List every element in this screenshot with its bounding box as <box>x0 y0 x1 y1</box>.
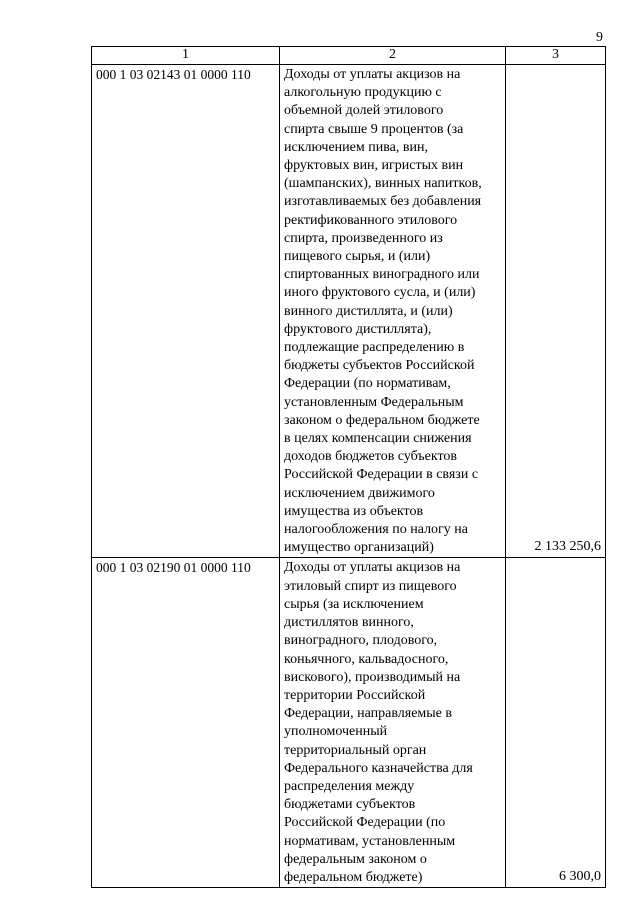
page-number: 9 <box>596 30 603 45</box>
table-header-row <box>92 47 606 65</box>
description-line: спирта свыше 9 процентов (за <box>284 121 464 137</box>
description-line: подлежащие распределению в <box>284 340 465 356</box>
description-line: (шампанских), винных напитков, <box>284 176 482 192</box>
description-line: дистиллятов винного, <box>284 615 414 631</box>
description-line: Федерации (по нормативам, <box>284 376 451 392</box>
description-line: ректификованного этилового <box>284 212 458 228</box>
description-line: виноградного, плодового, <box>284 633 438 649</box>
revenue-amount: 2 133 250,6 <box>506 65 606 558</box>
description-line: сырья (за исключением <box>284 596 424 612</box>
table-row <box>92 65 606 558</box>
description-line: этиловый спирт из пищевого <box>284 578 457 594</box>
table-row <box>92 558 606 888</box>
description-line: исключением пива, вин, <box>284 139 428 155</box>
revenue-code: 000 1 03 02190 01 0000 110 <box>92 558 280 888</box>
description-line: распределения между <box>284 778 415 794</box>
revenue-amount: 6 300,0 <box>506 558 606 888</box>
description-line: Федерального казначейства для <box>284 760 473 776</box>
description-line: бюджеты субъектов Российской <box>284 358 475 374</box>
description-line: установленным Федеральным <box>284 394 464 410</box>
description-line: бюджетами субъектов <box>284 797 416 813</box>
description-line: алкогольную продукцию с <box>284 85 442 101</box>
description-line: в целях компенсации снижения <box>284 431 472 447</box>
description-line: объемной долей этилового <box>284 103 444 119</box>
description-line: Доходы от уплаты акцизов на <box>284 67 461 82</box>
description-line: пищевого сырья, и (или) <box>284 249 431 265</box>
description-line: имущество организаций) <box>284 540 434 556</box>
description-line: территориальный орган <box>284 742 427 758</box>
description-line: налогообложения по налогу на <box>284 522 469 538</box>
description-line: фруктовых вин, игристых вин <box>284 158 464 174</box>
description-line: территории Российской <box>284 687 426 703</box>
description-line: федеральном бюджете) <box>284 869 423 885</box>
description-line: исключением движимого <box>284 485 435 501</box>
description-line: Федерации, направляемые в <box>284 706 452 722</box>
description-line: имущества из объектов <box>284 503 424 519</box>
description-line: уполномоченный <box>284 724 388 740</box>
description-line: Доходы от уплаты акцизов на <box>284 560 461 576</box>
description-line: фруктового дистиллята), <box>284 321 432 337</box>
description-line: доходов бюджетов субъектов <box>284 449 458 465</box>
table-body <box>92 65 606 888</box>
description-line: винного дистиллята, и (или) <box>284 303 453 319</box>
revenue-description <box>280 558 506 888</box>
budget-revenue-table <box>91 46 606 888</box>
description-line: законом о федеральном бюджете <box>284 412 480 428</box>
description-line: спирта, произведенного из <box>284 230 443 246</box>
description-line: вискового), производимый на <box>284 669 461 685</box>
column-header-3: 3 <box>506 47 606 65</box>
description-line: иного фруктового сусла, и (или) <box>284 285 476 301</box>
description-line: спиртованных виноградного или <box>284 267 480 283</box>
column-header-1: 1 <box>92 47 280 65</box>
description-line: изготавливаемых без добавления <box>284 194 482 210</box>
description-line: нормативам, установленным <box>284 833 456 849</box>
revenue-description <box>280 65 506 558</box>
revenue-code: 000 1 03 02143 01 0000 110 <box>92 65 280 558</box>
description-line: федеральным законом о <box>284 851 427 867</box>
description-line: Российской Федерации в связи с <box>284 467 479 483</box>
description-line: Российской Федерации (по <box>284 815 446 831</box>
description-line: коньячного, кальвадосного, <box>284 651 449 667</box>
column-header-2: 2 <box>280 47 506 65</box>
